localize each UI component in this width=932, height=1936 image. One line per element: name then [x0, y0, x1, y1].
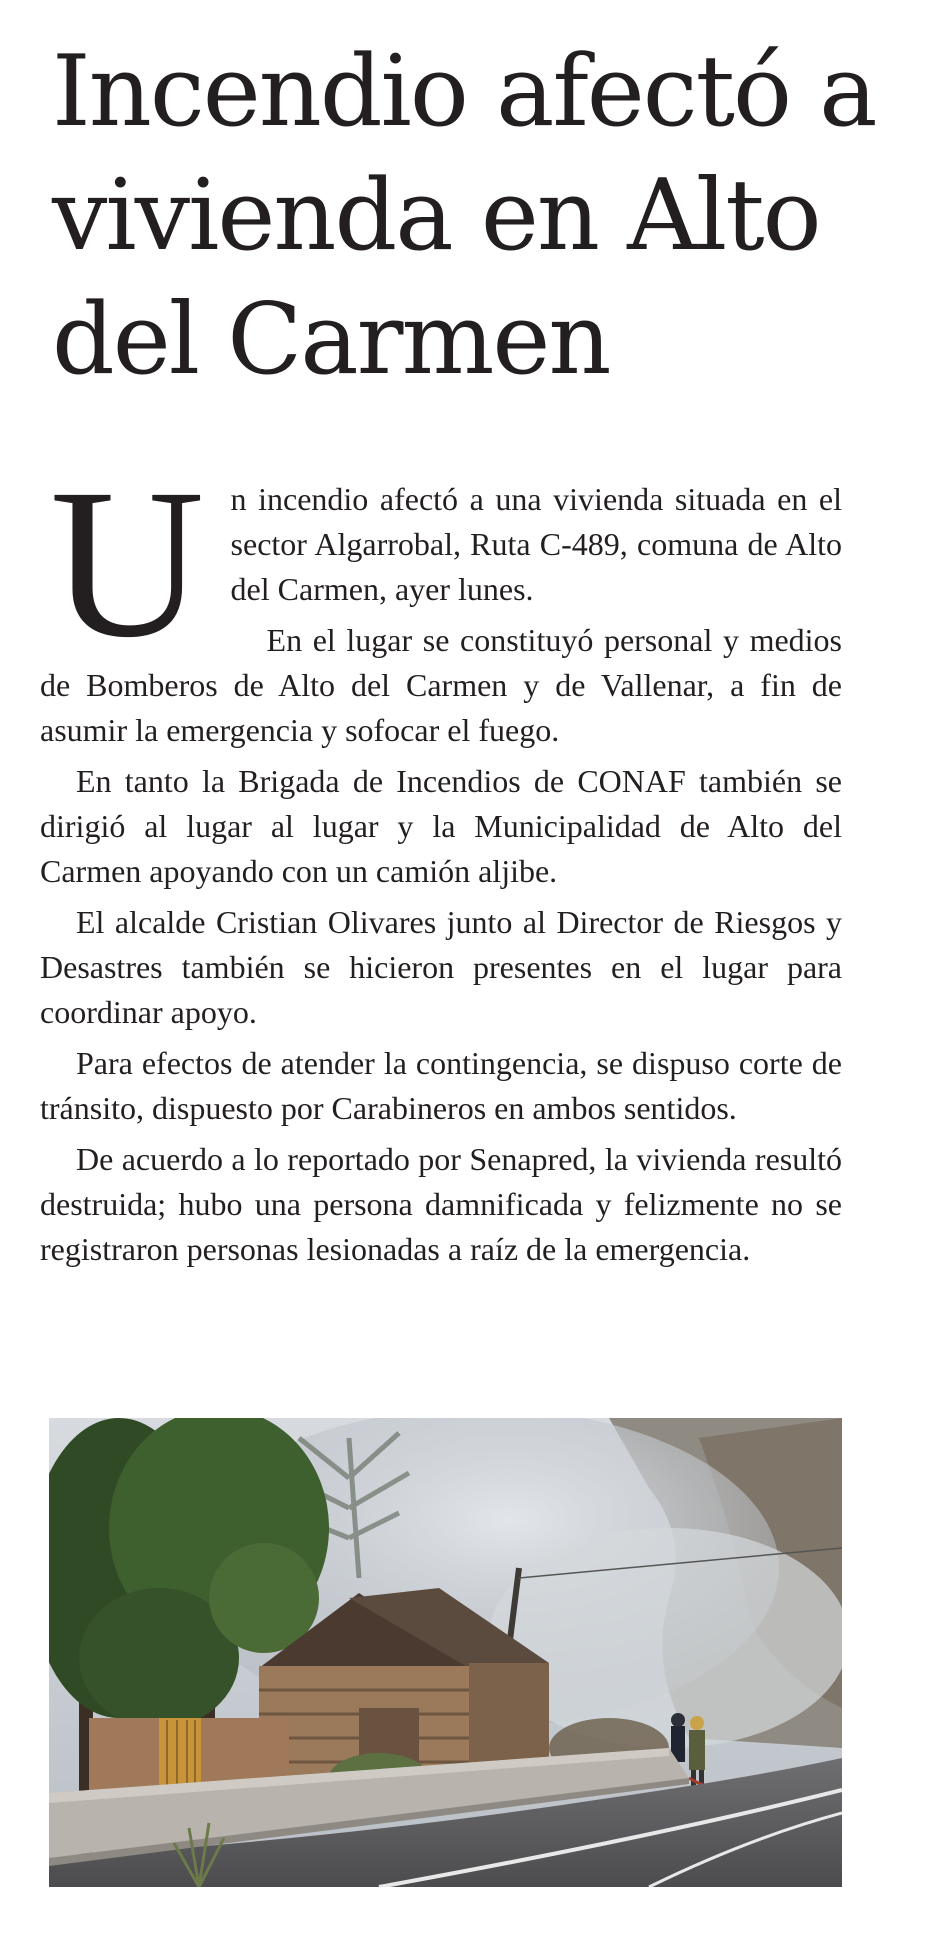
paragraph-6: De acuerdo a lo reportado por Senapred, la vivienda resultó destruida; hubo una persona damnificada y felizmente no se registraron personas lesionadas a raíz de la emergencia. — [40, 1141, 842, 1267]
house-fire-photo — [49, 1418, 842, 1887]
article-body — [40, 445, 842, 1278]
drop-cap: U — [50, 445, 205, 682]
paragraph-5: Para efectos de atender la contingencia, se dispuso corte de tránsito, dispuesto por Carabineros en ambos sentidos. — [40, 1045, 842, 1126]
paragraph-3: En tanto la Brigada de Incendios de CONAF también se dirigió al lugar al lugar y la Municipalidad de Alto del Carmen apoyando con un camión aljibe. — [40, 763, 842, 889]
article-photo — [49, 1418, 842, 1887]
paragraph-1 — [40, 445, 842, 682]
headline: Incendio afectó a vivienda en Alto del Carmen — [52, 35, 876, 397]
paragraph-2: En el lugar se constituyó personal y medios de Bomberos de Alto del Carmen y de Vallenar, a fin de asumir la emergencia y sofocar el fuego. — [40, 622, 842, 748]
paragraph-1-text: n incendio afectó a una vivienda situada en el sector Algarrobal, Ruta C-489, comuna de Alto del Carmen, ayer lunes. — [230, 481, 842, 607]
paragraph-4: El alcalde Cristian Olivares junto al Director de Riesgos y Desastres también se hicieron presentes en el lugar para coordinar apoyo. — [40, 904, 842, 1030]
